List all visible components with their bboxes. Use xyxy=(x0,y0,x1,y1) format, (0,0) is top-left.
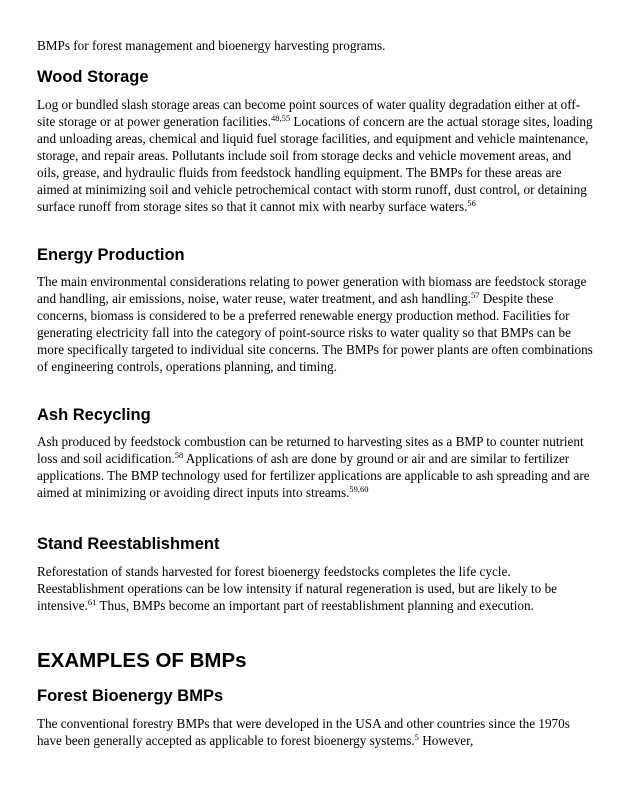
stand-reestablishment-heading: Stand Reestablishment xyxy=(37,535,220,553)
energy-production-heading: Energy Production xyxy=(37,246,185,264)
intro-paragraph: BMPs for forest management and bioenergy harvesting programs. xyxy=(37,38,386,53)
energy-production-paragraph: The main environmental considerations relating to power generation with biomass are feedstock storage and handling, air emissions, noise, water reuse, water treatment, and ash handling.$^{57}$ Despite these concerns, biomass is considered to be a preferred renewable energy production method. Facilities for generating electricity fall into the category of point-source risks to water quality so that BMPs can be more specifically targeted to individual site concerns. The BMPs for power plants are often combinations of engineering controls, operations planning, and timing. xyxy=(37,274,593,374)
wood-storage-paragraph: Log or bundled slash storage areas can become point sources of water quality degradation either at off-site storage or at power generation facilities.$^{48,55}$ Locations of concern are the actual storage sites, loading and unloading areas, chemical and liquid fuel storage facilities, and equipment and vehicle maintenance, storage, and repair areas. Pollutants include soil from storage decks and vehicle movement areas, and oils, grease, and hydraulic fluids from feedstock handling equipment. The BMPs for these areas are aimed at minimizing soil and vehicle petrochemical contact with storm runoff, dust control, or detaining surface runoff from storage sites so that it cannot mix with nearby surface waters.$^{56}$ xyxy=(37,97,593,214)
stand-reestablishment-paragraph: Reforestation of stands harvested for forest bioenergy feedstocks completes the life cycle. Reestablishment operations can be low intensity if natural regeneration is used, but are likely to be intensive.$^{61}$ Thus, BMPs become an important part of reestablishment planning and execution. xyxy=(37,564,558,613)
wood-storage-heading: Wood Storage xyxy=(37,68,149,86)
citation: 48,55 xyxy=(271,113,291,123)
examples-heading: EXAMPLES OF BMPs xyxy=(37,649,247,672)
citation: 59,60 xyxy=(349,484,369,494)
citation: 58 xyxy=(174,450,184,460)
citation: 56 xyxy=(467,198,476,208)
forest-bioenergy-heading: Forest Bioenergy BMPs xyxy=(37,687,224,705)
citation: 61 xyxy=(87,597,97,607)
forest-bioenergy-paragraph: The conventional forestry BMPs that were developed in the USA and other countries since the 1970s have been generally accepted as applicable to forest bioenergy systems.$^5$ However, xyxy=(37,716,570,748)
ash-recycling-paragraph: Ash produced by feedstock combustion can be returned to harvesting sites as a BMP to counter nutrient loss and soil acidification.$^{58}$ Applications of ash are done by ground or air and are similar to fertilizer applications. The BMP technology used for fertilizer applications are applicable to ash spreading and are aimed at minimizing or avoiding direct inputs into streams.$^{59,60}$ xyxy=(37,434,590,500)
ash-recycling-heading: Ash Recycling xyxy=(37,406,151,424)
citation: 5 xyxy=(414,732,419,742)
citation: 57 xyxy=(470,290,480,300)
